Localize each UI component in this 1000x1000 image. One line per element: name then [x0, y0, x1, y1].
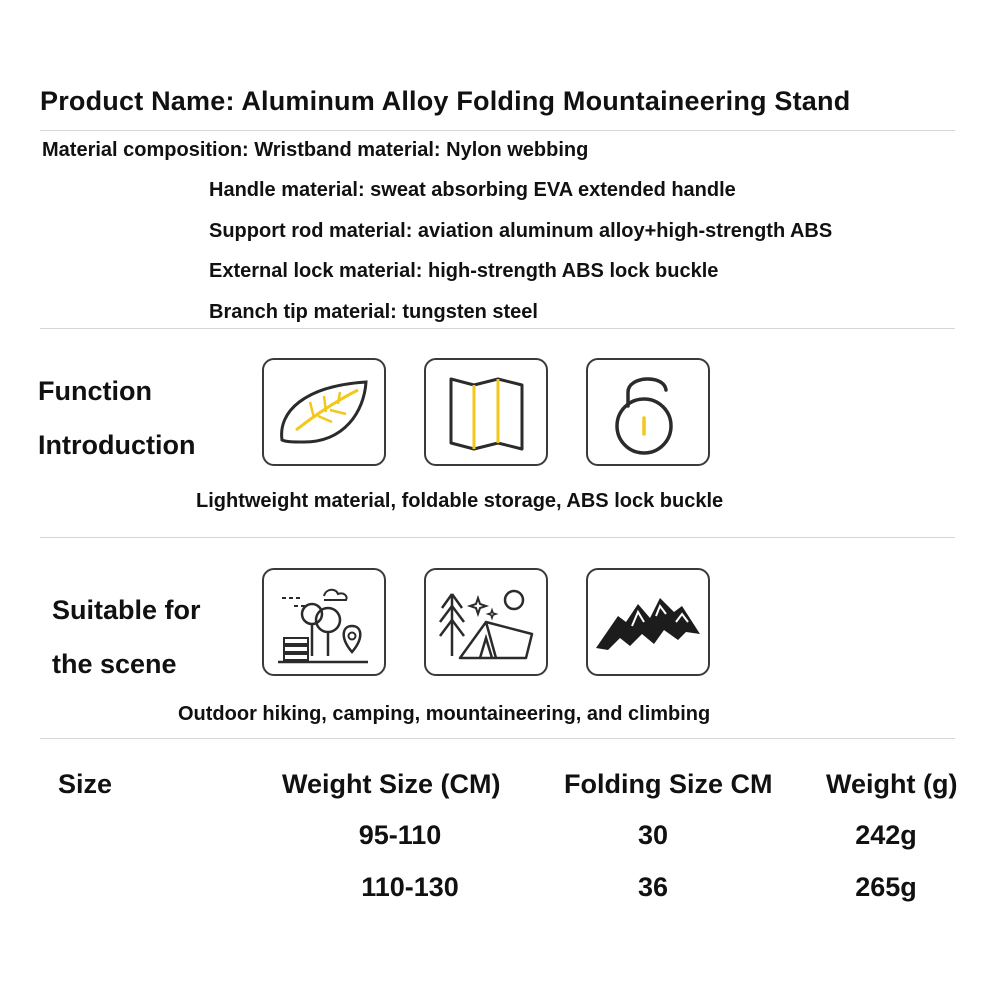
scene-title-line1: Suitable for — [52, 595, 201, 625]
scene-title-line2: the scene — [52, 649, 177, 679]
park-trail-icon-box — [262, 568, 386, 676]
size-header: Size — [58, 769, 113, 799]
divider — [40, 130, 955, 131]
divider — [40, 738, 955, 739]
scene-caption: Outdoor hiking, camping, mountaineering, and climbing — [178, 703, 711, 725]
folded-map-icon — [436, 367, 536, 457]
table-cell: 30 — [637, 820, 669, 850]
camping-tent-icon — [434, 576, 538, 668]
park-trail-icon — [272, 576, 376, 668]
open-padlock-icon — [598, 366, 698, 458]
function-caption: Lightweight material, foldable storage, ABS lock buckle — [196, 490, 724, 512]
material-line: Handle material: sweat absorbing EVA extended handle — [209, 179, 736, 201]
material-line: Material composition: Wristband material: Nylon webbing — [42, 139, 589, 161]
leaf-icon-box — [262, 358, 386, 466]
product-title: Product Name: Aluminum Alloy Folding Mountaineering Stand — [40, 86, 851, 116]
table-cell: 36 — [637, 872, 669, 902]
mountains-icon — [594, 582, 702, 662]
function-section-title — [38, 364, 195, 472]
folded-map-icon-box — [424, 358, 548, 466]
camping-tent-icon-box — [424, 568, 548, 676]
table-cell: 265g — [855, 872, 917, 902]
material-line: External lock material: high-strength ABS lock buckle — [209, 260, 719, 282]
weight-header: Weight (g) — [826, 769, 958, 799]
table-cell: 110-130 — [361, 872, 459, 902]
weight-size-header: Weight Size (CM) — [282, 769, 501, 799]
mountains-icon-box — [586, 568, 710, 676]
function-title-line1: Function — [38, 376, 152, 406]
function-title-line2: Introduction — [38, 430, 196, 460]
leaf-icon — [274, 372, 374, 452]
open-padlock-icon-box — [586, 358, 710, 466]
scene-section-title — [52, 583, 201, 691]
material-line: Support rod material: aviation aluminum alloy+high-strength ABS — [209, 220, 833, 242]
table-cell: 95-110 — [358, 820, 442, 850]
folding-size-header: Folding Size CM — [564, 769, 773, 799]
divider — [40, 537, 955, 538]
material-line: Branch tip material: tungsten steel — [209, 301, 538, 323]
divider — [40, 328, 955, 329]
table-cell: 242g — [855, 820, 917, 850]
